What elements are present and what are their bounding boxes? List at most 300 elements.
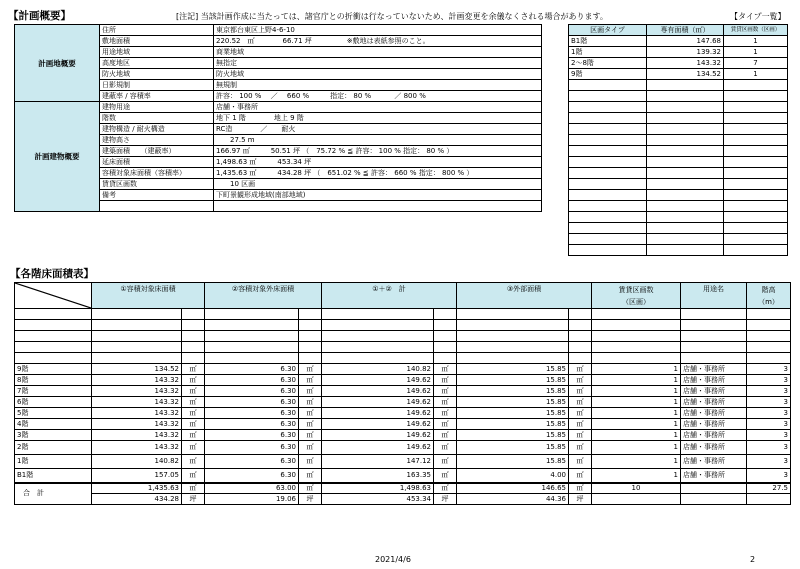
type-cell-area	[647, 234, 724, 245]
type-cell-count: 7	[724, 58, 788, 69]
floor-cell	[434, 353, 457, 364]
type-cell-count: 1	[724, 47, 788, 58]
floor-cell	[434, 342, 457, 353]
floor-cell-floor: 3階	[15, 430, 92, 441]
floor-header-h	[747, 283, 791, 309]
floor-cell-unit: ㎡	[299, 419, 322, 430]
floor-row-blank	[15, 309, 791, 320]
floor-cell	[592, 331, 681, 342]
type-cell-area	[647, 124, 724, 135]
type-header-type: 区画タイプ	[569, 25, 647, 36]
type-cell-type	[569, 234, 647, 245]
type-row	[569, 124, 788, 135]
type-list-title: 【タイプ一覧】	[730, 12, 786, 21]
overview-value: 商業地域	[214, 47, 542, 58]
floor-cell-unit: ㎡	[434, 469, 457, 483]
floor-total-unit: 坪	[569, 494, 592, 505]
overview-row	[15, 102, 542, 113]
floor-total-n	[592, 494, 681, 505]
type-cell-count	[724, 234, 788, 245]
floor-cell-c: 149.62	[322, 419, 434, 430]
floor-cell-a: 143.32	[92, 375, 182, 386]
overview-table	[14, 24, 542, 212]
overview-value: 166.97 ㎡ 50.51 坪 （ 75.72 % ≦ 許容： 100 % 指定： 80 % ）	[214, 146, 542, 157]
floor-cell-d: 4.00	[457, 469, 569, 483]
floor-cell-unit: ㎡	[299, 364, 322, 375]
overview-label: 建物用途	[100, 102, 214, 113]
floor-row	[15, 441, 791, 455]
floor-cell-b: 6.30	[205, 364, 299, 375]
floor-row	[15, 386, 791, 397]
floor-cell-b: 6.30	[205, 455, 299, 469]
type-row	[569, 36, 788, 47]
floor-cell-n: 1	[592, 375, 681, 386]
overview-value: 下町景観形成地域(南部地域)	[214, 190, 542, 201]
overview-value: 地下 1 階 地上 9 階	[214, 113, 542, 124]
floor-row	[15, 469, 791, 483]
type-cell-area	[647, 102, 724, 113]
type-row	[569, 234, 788, 245]
floor-cell-c: 149.62	[322, 386, 434, 397]
floor-table-title: 【各階床面積表】	[10, 268, 94, 280]
type-cell-count	[724, 168, 788, 179]
type-row	[569, 135, 788, 146]
type-cell-type	[569, 113, 647, 124]
type-row	[569, 58, 788, 69]
type-row	[569, 47, 788, 58]
floor-cell-c: 149.62	[322, 441, 434, 455]
type-row	[569, 146, 788, 157]
floor-cell-unit: ㎡	[434, 375, 457, 386]
floor-cell	[299, 309, 322, 320]
floor-total-a: 1,435.63	[92, 483, 182, 494]
type-cell-count	[724, 157, 788, 168]
type-cell-count: 1	[724, 36, 788, 47]
floor-cell-floor: 1階	[15, 455, 92, 469]
floor-cell-n: 1	[592, 441, 681, 455]
floor-cell-n: 1	[592, 408, 681, 419]
floor-cell-b: 6.30	[205, 397, 299, 408]
floor-cell-d: 15.85	[457, 441, 569, 455]
floor-row-blank	[15, 342, 791, 353]
type-cell-type	[569, 168, 647, 179]
floor-cell-unit: ㎡	[569, 397, 592, 408]
floor-total-h: 27.5	[747, 483, 791, 494]
floor-cell	[592, 342, 681, 353]
floor-cell	[205, 331, 299, 342]
floor-cell	[457, 331, 569, 342]
floor-cell-use: 店舗・事務所	[681, 408, 747, 419]
type-row	[569, 201, 788, 212]
floor-total-tsubo-b: 19.06	[205, 494, 299, 505]
floor-cell-floor: 7階	[15, 386, 92, 397]
floor-cell-unit: ㎡	[299, 469, 322, 483]
floor-cell-unit: ㎡	[182, 430, 205, 441]
type-row	[569, 102, 788, 113]
floor-cell-use: 店舗・事務所	[681, 419, 747, 430]
floor-total-use	[681, 483, 747, 494]
floor-cell-d: 15.85	[457, 364, 569, 375]
type-cell-type	[569, 157, 647, 168]
overview-value: 東京都台東区上野4-6-10	[214, 25, 542, 36]
floor-cell	[15, 331, 92, 342]
type-cell-type	[569, 146, 647, 157]
floor-cell-h: 3	[747, 419, 791, 430]
floor-cell	[457, 342, 569, 353]
floor-cell-a: 143.32	[92, 430, 182, 441]
floor-cell-floor: 6階	[15, 397, 92, 408]
floor-total-unit: 坪	[434, 494, 457, 505]
floor-cell-h: 3	[747, 469, 791, 483]
floor-header-n-label: 賃貸区画数	[618, 285, 654, 294]
type-cell-type: 2〜8階	[569, 58, 647, 69]
floor-row-blank	[15, 331, 791, 342]
type-cell-count: 1	[724, 69, 788, 80]
floor-row	[15, 430, 791, 441]
overview-value: 1,498.63 ㎡ 453.34 坪	[214, 157, 542, 168]
floor-cell	[747, 331, 791, 342]
footer-date: 2021/4/6	[375, 555, 411, 564]
type-cell-area	[647, 168, 724, 179]
overview-label: 建築面積 （建蔽率）	[100, 146, 214, 157]
floor-cell-c: 140.82	[322, 364, 434, 375]
floor-cell-c: 149.62	[322, 397, 434, 408]
floor-header-b: ②容積対象外床面積	[205, 283, 322, 309]
floor-cell-b: 6.30	[205, 408, 299, 419]
floor-cell	[457, 320, 569, 331]
type-cell-count	[724, 102, 788, 113]
floor-table	[14, 282, 791, 505]
overview-value: 無規制	[214, 80, 542, 91]
type-row	[569, 91, 788, 102]
overview-value: 防火地域	[214, 69, 542, 80]
floor-cell-unit: ㎡	[182, 419, 205, 430]
floor-cell	[205, 320, 299, 331]
floor-cell	[434, 331, 457, 342]
floor-row	[15, 408, 791, 419]
floor-cell	[569, 353, 592, 364]
floor-cell	[592, 353, 681, 364]
floor-cell	[92, 320, 182, 331]
type-cell-count	[724, 179, 788, 190]
type-cell-count	[724, 135, 788, 146]
floor-cell-floor: 5階	[15, 408, 92, 419]
floor-cell	[322, 320, 434, 331]
overview-label	[100, 201, 214, 212]
floor-total-d: 146.65	[457, 483, 569, 494]
floor-cell-a: 143.32	[92, 408, 182, 419]
floor-header-c: ①＋② 計	[322, 283, 457, 309]
site-group-label: 計画地概要	[15, 25, 100, 102]
floor-total-label: 合 計	[15, 483, 92, 505]
floor-total-use	[681, 494, 747, 505]
floor-cell-unit: ㎡	[434, 408, 457, 419]
overview-value: 店舗・事務所	[214, 102, 542, 113]
floor-cell-c: 163.35	[322, 469, 434, 483]
floor-cell	[92, 353, 182, 364]
floor-cell-b: 6.30	[205, 386, 299, 397]
overview-label: 賃貸区画数	[100, 179, 214, 190]
floor-cell	[747, 353, 791, 364]
footer-page: 2	[750, 555, 756, 564]
floor-cell-a: 143.32	[92, 441, 182, 455]
floor-cell-c: 149.62	[322, 408, 434, 419]
floor-cell-unit: ㎡	[434, 455, 457, 469]
floor-cell-h: 3	[747, 375, 791, 386]
type-cell-type	[569, 91, 647, 102]
floor-cell-n: 1	[592, 364, 681, 375]
type-cell-count	[724, 124, 788, 135]
type-row	[569, 113, 788, 124]
floor-cell	[747, 320, 791, 331]
floor-cell-unit: ㎡	[569, 386, 592, 397]
floor-cell-b: 6.30	[205, 375, 299, 386]
floor-cell-use: 店舗・事務所	[681, 430, 747, 441]
type-row	[569, 69, 788, 80]
type-cell-count	[724, 190, 788, 201]
floor-cell	[299, 353, 322, 364]
floor-cell-unit: ㎡	[434, 419, 457, 430]
overview-label: 用途地域	[100, 47, 214, 58]
floor-cell-unit: ㎡	[434, 441, 457, 455]
type-cell-type	[569, 201, 647, 212]
floor-total-tsubo-d: 44.36	[457, 494, 569, 505]
type-row	[569, 157, 788, 168]
type-cell-area	[647, 245, 724, 256]
floor-cell	[299, 320, 322, 331]
floor-cell-unit: ㎡	[299, 430, 322, 441]
floor-header-corner	[15, 283, 92, 309]
floor-cell-a: 143.32	[92, 386, 182, 397]
overview-label: 住所	[100, 25, 214, 36]
floor-cell-d: 15.85	[457, 430, 569, 441]
type-cell-area	[647, 179, 724, 190]
building-group-label: 計画建物概要	[15, 102, 100, 212]
type-cell-count	[724, 201, 788, 212]
floor-cell	[569, 320, 592, 331]
floor-cell-n: 1	[592, 430, 681, 441]
floor-row-blank	[15, 353, 791, 364]
floor-cell-a: 140.82	[92, 455, 182, 469]
floor-cell-b: 6.30	[205, 469, 299, 483]
floor-cell	[457, 309, 569, 320]
floor-cell	[569, 342, 592, 353]
floor-cell-unit: ㎡	[569, 419, 592, 430]
floor-cell	[182, 342, 205, 353]
type-row	[569, 245, 788, 256]
floor-header-n-unit: （区画）	[622, 297, 650, 306]
type-cell-type: 9階	[569, 69, 647, 80]
floor-cell-unit: ㎡	[182, 469, 205, 483]
floor-cell-n: 1	[592, 455, 681, 469]
floor-cell-unit: ㎡	[182, 375, 205, 386]
type-cell-type	[569, 245, 647, 256]
overview-value	[214, 201, 542, 212]
floor-cell-d: 15.85	[457, 455, 569, 469]
floor-cell-use: 店舗・事務所	[681, 364, 747, 375]
floor-cell-floor: 8階	[15, 375, 92, 386]
floor-cell-unit: ㎡	[434, 364, 457, 375]
type-cell-type	[569, 80, 647, 91]
floor-cell-floor: 9階	[15, 364, 92, 375]
floor-cell-unit: ㎡	[434, 430, 457, 441]
floor-cell-unit: ㎡	[569, 441, 592, 455]
overview-label: 敷地面積	[100, 36, 214, 47]
floor-cell-floor: B1階	[15, 469, 92, 483]
floor-header-a: ①容積対象床面積	[92, 283, 205, 309]
type-cell-count	[724, 245, 788, 256]
floor-cell	[299, 342, 322, 353]
type-cell-type	[569, 223, 647, 234]
overview-label: 建物高さ	[100, 135, 214, 146]
floor-cell-unit: ㎡	[182, 455, 205, 469]
type-cell-area: 143.32	[647, 58, 724, 69]
floor-cell-floor: 4階	[15, 419, 92, 430]
floor-cell	[299, 331, 322, 342]
floor-cell-c: 149.62	[322, 375, 434, 386]
floor-cell-unit: ㎡	[182, 397, 205, 408]
floor-cell-use: 店舗・事務所	[681, 469, 747, 483]
floor-cell-d: 15.85	[457, 397, 569, 408]
type-cell-count	[724, 223, 788, 234]
floor-row	[15, 397, 791, 408]
floor-cell	[322, 331, 434, 342]
floor-total-c: 1,498.63	[322, 483, 434, 494]
type-cell-area	[647, 80, 724, 91]
floor-cell-a: 134.52	[92, 364, 182, 375]
floor-cell	[92, 342, 182, 353]
type-cell-area	[647, 157, 724, 168]
floor-cell	[592, 309, 681, 320]
floor-cell-unit: ㎡	[182, 408, 205, 419]
floor-cell-b: 6.30	[205, 441, 299, 455]
overview-label: 防火地域	[100, 69, 214, 80]
overview-value: 無指定	[214, 58, 542, 69]
floor-header-n	[592, 283, 681, 309]
type-cell-type	[569, 124, 647, 135]
overview-label: 階数	[100, 113, 214, 124]
floor-row	[15, 455, 791, 469]
floor-cell-h: 3	[747, 397, 791, 408]
floor-cell-floor: 2階	[15, 441, 92, 455]
floor-cell-unit: ㎡	[299, 375, 322, 386]
floor-total-row-sqm	[15, 483, 791, 494]
floor-cell-a: 143.32	[92, 397, 182, 408]
floor-cell	[15, 353, 92, 364]
floor-cell	[182, 353, 205, 364]
floor-cell-n: 1	[592, 386, 681, 397]
floor-cell-d: 15.85	[457, 419, 569, 430]
floor-cell-unit: ㎡	[299, 455, 322, 469]
floor-cell-a: 157.05	[92, 469, 182, 483]
overview-label: 延床面積	[100, 157, 214, 168]
floor-cell	[681, 342, 747, 353]
floor-cell-n: 1	[592, 419, 681, 430]
floor-cell-unit: ㎡	[569, 364, 592, 375]
type-cell-area	[647, 135, 724, 146]
type-row	[569, 168, 788, 179]
floor-cell	[592, 320, 681, 331]
floor-cell-unit: ㎡	[182, 441, 205, 455]
floor-cell	[569, 309, 592, 320]
floor-row	[15, 375, 791, 386]
type-cell-count	[724, 212, 788, 223]
floor-cell-a: 143.32	[92, 419, 182, 430]
type-cell-count	[724, 80, 788, 91]
floor-cell	[681, 309, 747, 320]
floor-cell-unit: ㎡	[434, 386, 457, 397]
floor-total-tsubo-c: 453.34	[322, 494, 434, 505]
overview-value: 220.52 ㎡ 66.71 坪 ※敷地は表紙参照のこと。	[214, 36, 542, 47]
type-cell-count	[724, 146, 788, 157]
floor-cell	[434, 320, 457, 331]
floor-cell-unit: ㎡	[569, 455, 592, 469]
floor-total-unit: 坪	[182, 494, 205, 505]
floor-cell	[569, 331, 592, 342]
floor-header-d: ③外部面積	[457, 283, 592, 309]
floor-row	[15, 419, 791, 430]
floor-cell-unit: ㎡	[299, 441, 322, 455]
overview-row	[15, 25, 542, 36]
floor-cell	[205, 309, 299, 320]
floor-cell	[747, 342, 791, 353]
type-cell-type	[569, 190, 647, 201]
type-header-count: 賃貸区画数（区画）	[724, 25, 788, 36]
floor-cell	[15, 320, 92, 331]
floor-cell	[681, 331, 747, 342]
floor-cell	[182, 331, 205, 342]
floor-cell	[322, 309, 434, 320]
floor-header-h-unit: （m）	[758, 297, 779, 306]
floor-cell	[92, 309, 182, 320]
floor-cell-use: 店舗・事務所	[681, 386, 747, 397]
floor-cell	[15, 309, 92, 320]
type-row	[569, 190, 788, 201]
type-cell-area	[647, 212, 724, 223]
floor-cell	[747, 309, 791, 320]
floor-cell-h: 3	[747, 455, 791, 469]
overview-label: 建物構造 / 耐火構造	[100, 124, 214, 135]
floor-header-use: 用途名	[681, 283, 747, 309]
floor-total-n: 10	[592, 483, 681, 494]
type-cell-area: 147.68	[647, 36, 724, 47]
type-cell-type: B1階	[569, 36, 647, 47]
type-cell-type: 1階	[569, 47, 647, 58]
floor-cell-unit: ㎡	[299, 408, 322, 419]
type-row	[569, 80, 788, 91]
floor-cell	[681, 353, 747, 364]
type-cell-area	[647, 201, 724, 212]
type-row	[569, 223, 788, 234]
floor-cell	[205, 342, 299, 353]
floor-cell-n: 1	[592, 397, 681, 408]
overview-label: 高度地区	[100, 58, 214, 69]
type-cell-type	[569, 212, 647, 223]
floor-cell-unit: ㎡	[182, 364, 205, 375]
floor-cell	[681, 320, 747, 331]
type-cell-type	[569, 135, 647, 146]
type-cell-area	[647, 91, 724, 102]
floor-cell-unit: ㎡	[299, 397, 322, 408]
floor-total-row-tsubo	[15, 494, 791, 505]
type-cell-area	[647, 223, 724, 234]
floor-cell-unit: ㎡	[434, 397, 457, 408]
floor-cell-d: 15.85	[457, 375, 569, 386]
overview-value: 許容： 100 % ／ 660 % 指定： 80 % ／ 800 %	[214, 91, 542, 102]
floor-cell-unit: ㎡	[299, 386, 322, 397]
type-cell-count	[724, 113, 788, 124]
overview-value: RC造 ／ 耐火	[214, 124, 542, 135]
